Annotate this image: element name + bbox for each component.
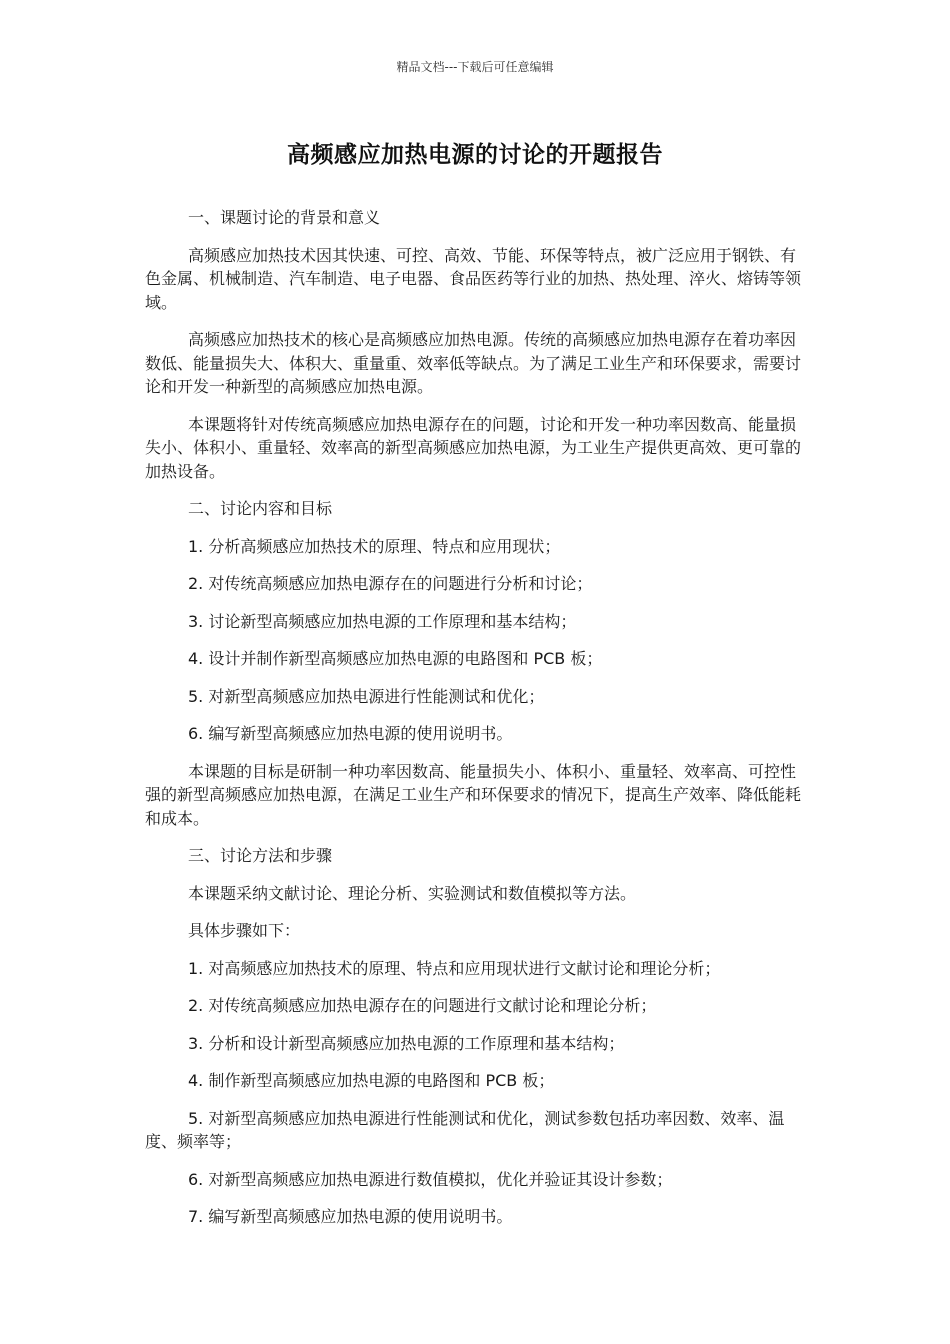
paragraph: 本课题采纳文献讨论、理论分析、实验测试和数值模拟等方法。 bbox=[188, 883, 637, 903]
list-item: 6. 对新型高频感应加热电源进行数值模拟，优化并验证其设计参数； bbox=[188, 1169, 673, 1189]
paragraph: 本课题将针对传统高频感应加热电源存在的问题，讨论和开发一种功率因数高、能量损失小、体积小、重量轻、效率高的新型高频感应加热电源，为工业生产提供更高效、更可靠的加热设备。 bbox=[145, 414, 802, 481]
paragraph: 本课题的目标是研制一种功率因数高、能量损失小、体积小、重量轻、效率高、可控性强的新型高频感应加热电源，在满足工业生产和环保要求的情况下，提高生产效率、降低能耗和成本。 bbox=[145, 761, 802, 828]
paragraph: 具体步骤如下： bbox=[188, 921, 301, 940]
list-item: 2. 对传统高频感应加热电源存在的问题进行分析和讨论； bbox=[188, 574, 593, 593]
header-note: 精品文档---下载后可任意编辑 bbox=[396, 60, 554, 74]
paragraph: 高频感应加热技术因其快速、可控、高效、节能、环保等特点，被广泛应用于钢铁、有色金属、机械制造、汽车制造、电子电器、食品医药等行业的加热、热处理、淬火、熔铸等领域。 bbox=[145, 245, 802, 312]
list-item: 5. 对新型高频感应加热电源进行性能测试和优化，测试参数包括功率因数、效率、温度、频率等； bbox=[145, 1108, 785, 1151]
list-item: 1. 对高频感应加热技术的原理、特点和应用现状进行文献讨论和理论分析； bbox=[188, 958, 721, 978]
list-item: 4. 制作新型高频感应加热电源的电路图和 PCB 板； bbox=[188, 1071, 555, 1090]
list-item: 3. 分析和设计新型高频感应加热电源的工作原理和基本结构； bbox=[188, 1033, 625, 1053]
list-item: 2. 对传统高频感应加热电源存在的问题进行文献讨论和理论分析； bbox=[188, 996, 657, 1015]
section-heading-methods: 三、讨论方法和步骤 bbox=[188, 846, 333, 865]
list-item: 5. 对新型高频感应加热电源进行性能测试和优化； bbox=[188, 686, 545, 706]
section-heading-content: 二、讨论内容和目标 bbox=[188, 499, 333, 518]
list-item: 1. 分析高频感应加热技术的原理、特点和应用现状； bbox=[188, 536, 561, 556]
paragraph: 高频感应加热技术的核心是高频感应加热电源。传统的高频感应加热电源存在着功率因数低、能量损失大、体积大、重量重、效率低等缺点。为了满足工业生产和环保要求，需要讨论和开发一种新型的高频感应加热电源。 bbox=[145, 330, 802, 396]
document-body bbox=[145, 206, 809, 1243]
list-item: 6. 编写新型高频感应加热电源的使用说明书。 bbox=[188, 724, 513, 743]
list-item: 7. 编写新型高频感应加热电源的使用说明书。 bbox=[188, 1207, 513, 1226]
section-heading-background: 一、课题讨论的背景和意义 bbox=[188, 208, 381, 227]
document-title: 高频感应加热电源的讨论的开题报告 bbox=[287, 142, 663, 168]
list-item: 4. 设计并制作新型高频感应加热电源的电路图和 PCB 板； bbox=[188, 649, 603, 668]
list-item: 3. 讨论新型高频感应加热电源的工作原理和基本结构； bbox=[188, 611, 577, 631]
